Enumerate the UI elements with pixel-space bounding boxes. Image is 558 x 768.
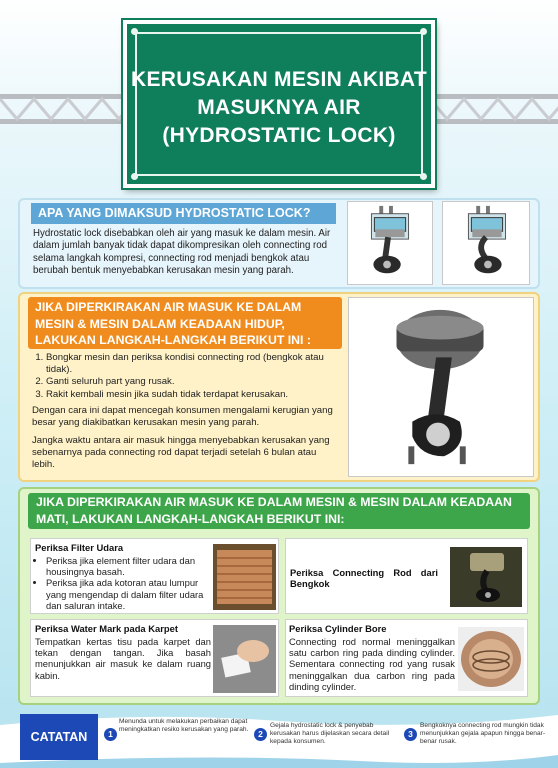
section2-steps xyxy=(32,352,340,401)
section2-heading-line-1: JIKA DIPERKIRAKAN AIR MASUK KE DALAM xyxy=(35,300,302,314)
cylinder-bore-title: Periksa Cylinder Bore xyxy=(289,623,387,634)
section2-heading-line-2: MESIN & MESIN DALAM KEADAAN HIDUP, xyxy=(35,316,285,331)
air-filter-photo xyxy=(213,544,276,610)
section1-heading: APA YANG DIMAKSUD HYDROSTATIC LOCK? xyxy=(31,203,336,224)
section2-paragraph-1: Dengan cara ini dapat mencegah konsumen mengalami kerugian yang besar yang diakibatkan kerusakan mesin yang parah. xyxy=(32,405,333,429)
title-line-3: (HYDROSTATIC LOCK) xyxy=(162,124,396,147)
note-text-3: Bengkoknya connecting rod mungkin tidak menunjukkan gejala apapun hingga benar-benar rusak. xyxy=(420,722,546,746)
carpet-title: Periksa Water Mark pada Karpet xyxy=(35,623,178,634)
note-number-2: 2 xyxy=(254,728,267,741)
step-item: 1. Bongkar mesin dan periksa kondisi connecting rod (bengkok atau tidak). xyxy=(46,352,340,376)
section3-heading-line-2: MATI, LAKUKAN LANGKAH-LANGKAH BERIKUT INI: xyxy=(36,511,345,526)
section1-body: Hydrostatic lock disebabkan oleh air yang masuk ke dalam mesin. Air dalam jumlah banyak tidak dapat dikompresikan oleh connecting rod selama langkah kompresi, connecting rod menjadi bengkok atau berubah bentuk menyebabkan kerusakan mesin yang parah. xyxy=(33,228,331,277)
section2-heading-line-3: LAKUKAN LANGKAH-LANGKAH BERIKUT INI : xyxy=(35,333,311,347)
section3-heading-line-1: JIKA DIPERKIRAKAN AIR MASUK KE DALAM MESIN & MESIN DALAM KEADAAN xyxy=(36,495,512,509)
note-text-2: Gejala hydrostatic lock & penyebab kerusakan harus dijelaskan secara detail kepada konsumen. xyxy=(270,722,390,746)
bent-rod-photo xyxy=(450,547,522,607)
cylinder-bore-photo xyxy=(458,627,524,691)
title-line-2: MASUKNYA AIR xyxy=(197,96,361,119)
engine-piston-illustration-1 xyxy=(347,201,433,285)
check-cylinder-bore-box xyxy=(285,619,528,697)
title-sign xyxy=(123,20,435,188)
step-item: 3. Rakit kembali mesin jika sudah tidak terdapat kerusakan. xyxy=(46,389,340,401)
note-number-1: 1 xyxy=(104,728,117,741)
connecting-rod-photo xyxy=(348,297,534,477)
check-air-filter-box xyxy=(30,538,279,614)
notes-label: CATATAN xyxy=(20,714,98,760)
title-line-1: KERUSAKAN MESIN AKIBAT xyxy=(131,68,427,91)
connecting-rod-title: Periksa Connecting Rod dari Bengkok xyxy=(290,567,438,589)
page-title xyxy=(127,66,431,150)
carpet-body: Tempatkan kertas tisu pada karpet dan tekan dengan tangan. Jika basah menunjukkan air masuk ke dalam ruang kabin. xyxy=(35,636,211,681)
section2-paragraph-2: Jangka waktu antara air masuk hingga menyebabkan kerusakan yang sebenarnya pada connecting rod dapat terjadi setelah 6 bulan atau lebih. xyxy=(32,435,330,471)
check-connecting-rod-box xyxy=(285,538,528,614)
note-number-3: 3 xyxy=(404,728,417,741)
section3-heading xyxy=(28,493,530,529)
air-filter-bullet: • Periksa jika ada kotoran atau lumpur yang mengendap di dalam filter udara dan saluran intake. xyxy=(46,577,211,611)
section2-heading xyxy=(28,297,342,349)
carpet-tissue-photo xyxy=(213,625,276,693)
air-filter-bullet: • Periksa jika element filter udara dan housingnya basah. xyxy=(46,555,211,577)
note-text-1: Menunda untuk melakukan perbaikan dapat meningkatkan resiko kerusakan yang parah. xyxy=(119,718,249,734)
check-carpet-water-mark-box xyxy=(30,619,279,697)
step-item: 2. Ganti seluruh part yang rusak. xyxy=(46,376,340,388)
engine-piston-illustration-2 xyxy=(442,201,530,285)
air-filter-title: Periksa Filter Udara xyxy=(35,542,124,553)
cylinder-bore-body: Connecting rod normal meninggalkan satu carbon ring pada dinding cylinder. Sementara connecting rod yang rusak meninggalkan dua carbon ring pada dinding cylinder. xyxy=(289,636,455,692)
